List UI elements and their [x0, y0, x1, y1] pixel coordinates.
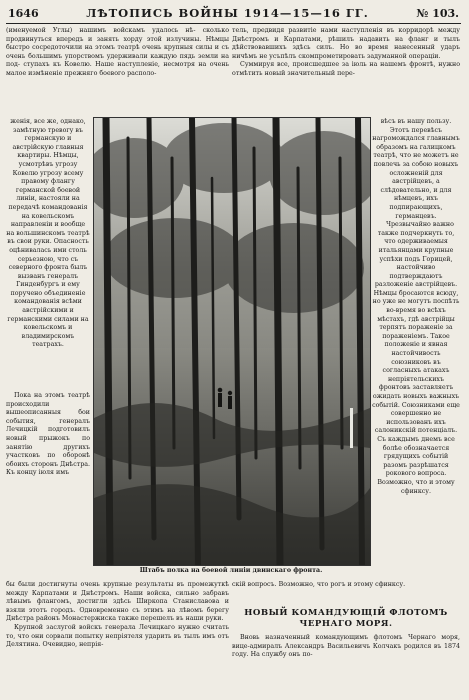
paragraph: Чрезвычайно важно также подчеркнуть то, что одерживаемыя итальянцами крупные успѣхи подъ Горицей, настойчиво подтверждаютъ разложеніе австрійцевъ. Нѣмцы бросаются всюду, но уже не могутъ поспѣть во-время во всѣхъ мѣстахъ, гдѣ австрійцы терпятъ пораженіе за пораженіемъ. Такое положеніе и явная настойчивость союзниковъ въ согласныхъ атакахъ непріятельскихъ фронтовъ заставляетъ ожидать новыхъ важныхъ событій. Союзниками еще совершенно не использованъ ихъ салоникскій потенціалъ. Съ каждымъ днемъ все болѣе обозначается грядущихъ событій разомъ разрѣшатся рокового вопроса. Возможно, что и этому сфинксу. [372, 221, 460, 495]
text-column-bottom-left [6, 581, 229, 650]
text-column-top-left [6, 27, 229, 79]
paragraph: Крупной заслугой войскъ генерала Лечицкаго нужно считать то, что они сорвали попытку непріятеля ударить въ тылъ имъ отъ Делятина. Очевидно, непрія- [6, 623, 229, 649]
text-column-bottom-right [232, 581, 460, 590]
text-column-left-narrow [6, 118, 90, 350]
issue-number: № 103. [416, 6, 459, 20]
paragraph: (именуемой Углы) нашимъ войскамъ удалось нѣ- сколько продвинуться впередъ и занять хорду этой излучины. Нѣмцы быстро сосредоточили на этомъ театрѣ очень крупныя силы и съ очень большимъ упорствомъ удерживали каждую пядь земли на под- ступахъ къ Ковелю. Наше наступленіе, несмотря на очень малое измѣненіе прежняго боевого располо- [6, 27, 229, 77]
text-column-top-right [232, 27, 460, 79]
paragraph: скій вопросъ. Возможно, что рогъ и этому сфинксу. [232, 581, 406, 588]
page-header [8, 4, 459, 22]
forest-photo [93, 117, 371, 566]
journal-title: ЛѢТОПИСЬ ВОЙНЫ 1914—15—16 ГГ. [86, 6, 369, 20]
page-number: 1646 [8, 6, 39, 20]
paragraph: женія, все же, однако, замѣтную тревогу въ германскую и австрійскую главныя квартиры. Нѣмцы, усмотрѣвъ угрозу Ковелю угрозу всему правому флангу германской боевой линіи, настояли на передачѣ командованія на ковельскомъ направленіи и вообще на вольшинскомъ театрѣ въ свои руки. Опасность оцѣнивалась ими столь серьезною, что съ северного фронта былъ вызванъ генералъ Гинденбургъ и ему поручено объединеніе командованія всѣми австрійскими и германскими силами на ковельскомъ и владимирскомъ театрахъ. [6, 118, 90, 349]
paragraph: Суммируя все, происшедшее за іюль на нашемъ фронтѣ, нужно отмѣтить новый значительный пере- [232, 61, 460, 77]
section-heading: НОВЫЙ КОМАНДУЮЩІЙ ФЛОТОМЪ ЧЕРНАГО МОРЯ. [244, 608, 448, 629]
paragraph: бы были достигнуты очень крупные результаты въ промежуткѣ между Карпатами и Днѣстромъ. Наши войска, сильно забравъ лѣвымъ флангомъ, достигли здѣсь Ширкопа Станиславова и взяли этотъ городъ. Одновременно съ этимъ на лѣвомъ берегу Днѣстра районъ Монастержиска также перешелъ въ наши руки. [6, 581, 229, 623]
forest-photo-illustration [94, 118, 370, 565]
photo-caption: Штабъ полка на боевой линіи двинскаго фронта. [139, 567, 323, 574]
header-rule [6, 23, 461, 24]
text-column-right-narrow [372, 118, 460, 496]
paragraph: Пока на этомъ театрѣ происходили вышеописанныя бои события, генералъ Лечицкій подготовилъ новый прыжокъ по занятію другихъ участковъ по оборонѣ обоихъ сторонъ Днѣстра. Къ концу іюля имъ [6, 392, 90, 477]
paragraph: Вновь назначенный командующимъ флотомъ Чернаго моря, вице-адмиралъ Александръ Васильевичъ Колчакъ родился въ 1874 году. На службу онъ по- [232, 634, 460, 659]
paragraph: вѣсъ въ нашу пользу. Этотъ перевѣсъ нагромождался главнымъ образомъ на галицкомъ театрѣ, что не можетъ не повлечь за собою новыхъ осложненій для австрійцевъ, а слѣдовательно, и для нѣмцевъ, ихъ подпирающихъ, германцевъ. [372, 118, 460, 220]
paragraph: тель, предвидя развитіе нами наступленія въ корридорѣ между Днѣстромъ и Карпатами, рѣшилъ надавить на фланг и тылъ дѣйствовавшихъ здѣсь силъ. Но во время нанесенный ударъ ничѣмъ не усъпѣлъ скомпрометировать задуманной операціи. [232, 27, 460, 60]
section-body [232, 634, 460, 660]
text-column-left-lower [6, 392, 90, 478]
